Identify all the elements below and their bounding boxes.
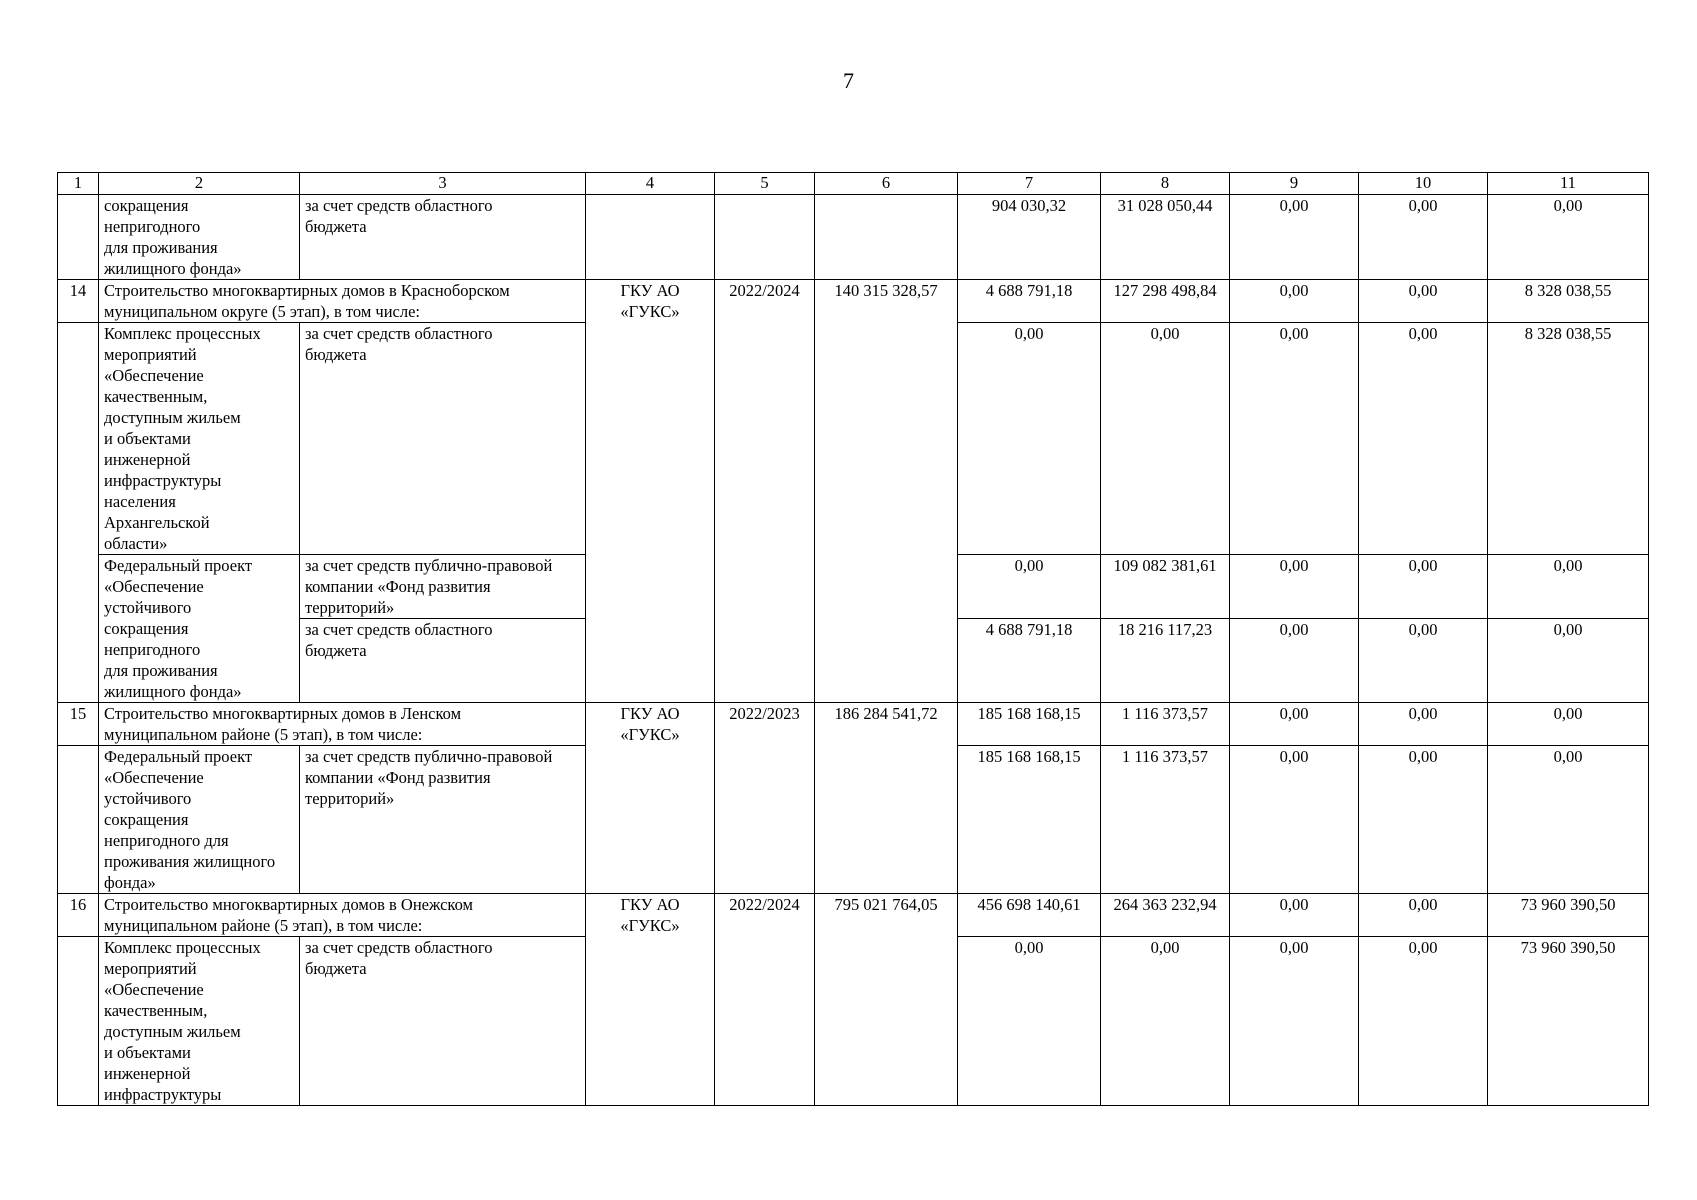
amount-cell: 0,00 — [1101, 323, 1230, 555]
page-number: 7 — [843, 68, 854, 93]
project-name-cell: сокращения непригодного для проживания жилищного фонда» — [99, 195, 300, 280]
amount-cell: 0,00 — [1488, 703, 1649, 746]
amount-cell: 127 298 498,84 — [1101, 280, 1230, 323]
amount-cell: 4 688 791,18 — [958, 280, 1101, 323]
total-cost-cell: 186 284 541,72 — [815, 703, 958, 894]
amount-cell: 0,00 — [1230, 619, 1359, 703]
column-number: 10 — [1359, 173, 1488, 195]
column-number: 2 — [99, 173, 300, 195]
row-number-cell — [58, 937, 99, 1106]
amount-cell: 0,00 — [1230, 280, 1359, 323]
funding-source-cell: за счет средств областного бюджета — [300, 937, 586, 1106]
amount-cell: 1 116 373,57 — [1101, 746, 1230, 894]
table-row — [58, 195, 1649, 280]
amount-cell: 0,00 — [958, 555, 1101, 619]
amount-cell: 31 028 050,44 — [1101, 195, 1230, 280]
row-number-cell — [58, 195, 99, 280]
period-cell: 2022/2023 — [715, 703, 815, 894]
customer-cell: ГКУ АО «ГУКС» — [586, 280, 715, 703]
column-number-row — [58, 173, 1649, 195]
object-title-cell: Строительство многоквартирных домов в Ленском муниципальном районе (5 этап), в том числе: — [99, 703, 586, 746]
amount-cell: 1 116 373,57 — [1101, 703, 1230, 746]
funding-source-cell: за счет средств областного бюджета — [300, 195, 586, 280]
row-number-cell — [58, 746, 99, 894]
amount-cell: 0,00 — [958, 323, 1101, 555]
amount-cell: 8 328 038,55 — [1488, 323, 1649, 555]
amount-cell: 73 960 390,50 — [1488, 894, 1649, 937]
object-title-cell: Строительство многоквартирных домов в Онежском муниципальном районе (5 этап), в том числе: — [99, 894, 586, 937]
column-number: 11 — [1488, 173, 1649, 195]
amount-cell: 0,00 — [1230, 937, 1359, 1106]
amount-cell: 0,00 — [1359, 703, 1488, 746]
amount-cell: 0,00 — [1359, 619, 1488, 703]
amount-cell: 0,00 — [1359, 195, 1488, 280]
amount-cell: 0,00 — [1230, 195, 1359, 280]
total-cost-cell: 795 021 764,05 — [815, 894, 958, 1106]
column-number: 4 — [586, 173, 715, 195]
object-title-cell: Строительство многоквартирных домов в Красноборском муниципальном округе (5 этап), в том числе: — [99, 280, 586, 323]
amount-cell: 8 328 038,55 — [1488, 280, 1649, 323]
period-cell: 2022/2024 — [715, 894, 815, 1106]
amount-cell: 4 688 791,18 — [958, 619, 1101, 703]
amount-cell: 0,00 — [958, 937, 1101, 1106]
budget-table — [57, 172, 1649, 1106]
amount-cell: 109 082 381,61 — [1101, 555, 1230, 619]
column-number: 1 — [58, 173, 99, 195]
amount-cell: 0,00 — [1359, 280, 1488, 323]
funding-source-cell: за счет средств областного бюджета — [300, 619, 586, 703]
row-number: 14 — [58, 280, 99, 323]
period-cell — [715, 195, 815, 280]
amount-cell: 0,00 — [1230, 703, 1359, 746]
amount-cell: 185 168 168,15 — [958, 746, 1101, 894]
funding-source-cell: за счет средств публично-правовой компании «Фонд развития территорий» — [300, 746, 586, 894]
amount-cell: 0,00 — [1488, 555, 1649, 619]
project-name-cell: Федеральный проект «Обеспечение устойчивого сокращения непригодного для проживания жилищного фонда» — [99, 746, 300, 894]
customer-cell: ГКУ АО «ГУКС» — [586, 703, 715, 894]
amount-cell: 185 168 168,15 — [958, 703, 1101, 746]
total-cost-cell: 140 315 328,57 — [815, 280, 958, 703]
project-name-cell: Комплекс процессных мероприятий «Обеспечение качественным, доступным жильем и объектами инженерной инфраструктуры населения Архангельской области» — [99, 323, 300, 555]
column-number: 7 — [958, 173, 1101, 195]
project-name-cell: Федеральный проект «Обеспечение устойчивого сокращения непригодного для проживания жилищного фонда» — [99, 555, 300, 703]
amount-cell: 456 698 140,61 — [958, 894, 1101, 937]
table-row — [58, 703, 1649, 746]
amount-cell: 0,00 — [1230, 323, 1359, 555]
amount-cell: 0,00 — [1230, 555, 1359, 619]
amount-cell: 0,00 — [1359, 937, 1488, 1106]
column-number: 9 — [1230, 173, 1359, 195]
amount-cell: 0,00 — [1359, 894, 1488, 937]
amount-cell: 0,00 — [1359, 746, 1488, 894]
column-number: 8 — [1101, 173, 1230, 195]
table-row — [58, 894, 1649, 937]
column-number: 3 — [300, 173, 586, 195]
column-number: 6 — [815, 173, 958, 195]
amount-cell: 0,00 — [1230, 894, 1359, 937]
funding-source-cell: за счет средств областного бюджета — [300, 323, 586, 555]
total-cost-cell — [815, 195, 958, 280]
amount-cell: 73 960 390,50 — [1488, 937, 1649, 1106]
amount-cell: 0,00 — [1230, 746, 1359, 894]
amount-cell: 0,00 — [1488, 746, 1649, 894]
customer-cell: ГКУ АО «ГУКС» — [586, 894, 715, 1106]
amount-cell: 0,00 — [1488, 619, 1649, 703]
period-cell: 2022/2024 — [715, 280, 815, 703]
row-number: 15 — [58, 703, 99, 746]
project-name-cell: Комплекс процессных мероприятий «Обеспечение качественным, доступным жильем и объектами инженерной инфраструктуры — [99, 937, 300, 1106]
amount-cell: 0,00 — [1359, 555, 1488, 619]
amount-cell: 264 363 232,94 — [1101, 894, 1230, 937]
amount-cell: 18 216 117,23 — [1101, 619, 1230, 703]
row-number: 16 — [58, 894, 99, 937]
amount-cell: 0,00 — [1488, 195, 1649, 280]
amount-cell: 0,00 — [1359, 323, 1488, 555]
amount-cell: 904 030,32 — [958, 195, 1101, 280]
customer-cell — [586, 195, 715, 280]
amount-cell: 0,00 — [1101, 937, 1230, 1106]
funding-source-cell: за счет средств публично-правовой компании «Фонд развития территорий» — [300, 555, 586, 619]
column-number: 5 — [715, 173, 815, 195]
table-row — [58, 280, 1649, 323]
row-number-cell — [58, 323, 99, 703]
